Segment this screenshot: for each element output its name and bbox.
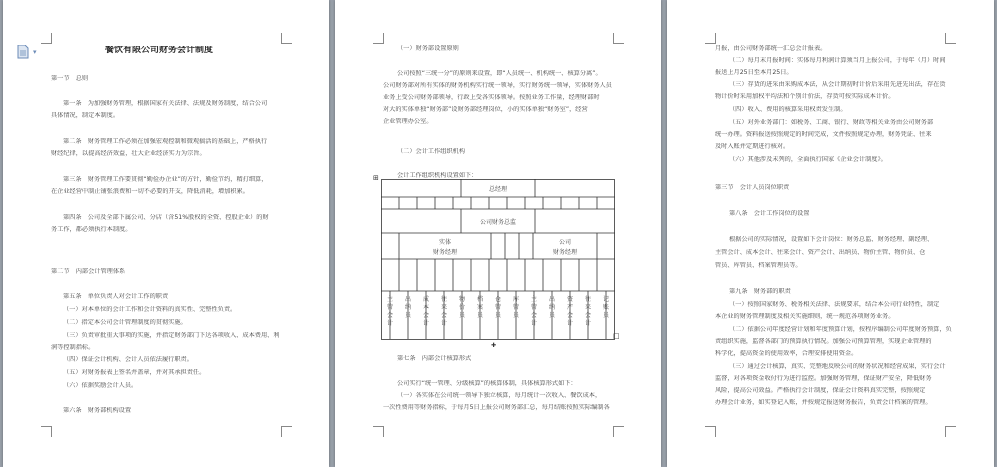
list-item: 办理会计业务，如实登记入账，并按规定报送财务报告，负责会计档案的管理。	[715, 399, 932, 406]
crop-mark	[41, 33, 52, 44]
chart-role-label: 出纳员	[548, 296, 556, 319]
list-item: 及时入账并定期进行核对。	[715, 143, 790, 150]
paragraph-line: 在企业经营中制止铺张浪费和一切不必要的开支，降低消耗，增加积累。	[51, 188, 249, 195]
crop-mark	[281, 33, 292, 44]
section-heading: 第三节 会计人员岗位职责	[715, 184, 790, 191]
list-item: （一）按照国家财务、税务相关法律、法规要求，结合本公司行业特性，制定	[729, 301, 940, 308]
crop-mark	[41, 426, 52, 437]
crop-mark	[705, 426, 716, 437]
paragraph-line: （一）各实体在公司统一领导下独立核算，每月统计一次收入、餐饮成本，	[397, 392, 602, 399]
section-heading: 第二节 内部会计管理体系	[51, 268, 126, 275]
chart-role-label: 成本会计	[422, 296, 430, 327]
paragraph-line: 务工作，都必须执行本制度。	[51, 226, 132, 233]
list-item: （六）依据奖励会计人员。	[63, 382, 138, 389]
sub-heading: （一）财务部设置原则	[397, 45, 459, 52]
paragraph-line: 公司财务部对所有实体的财务机构实行统一领导，实行财务统一领导，实体财务人员	[383, 82, 612, 89]
chart-role-label: 记账员	[602, 296, 610, 319]
list-item: （四）保证会计机构、会计人员依法履行职责。	[63, 356, 193, 363]
chart-role-label: 出纳员	[404, 296, 412, 319]
paragraph-line: 会计工作组织机构设置如下：	[397, 172, 478, 179]
paragraph-line: 一次性费用等财务指标，于每月5日上报公司财务部汇总，每月结账按照实际编制各	[383, 404, 610, 411]
chart-node-company: 公司	[558, 239, 572, 246]
chart-node-company-finance-manager: 财务经理	[552, 249, 578, 256]
document-title: 餐饮有限公司财务会计制度	[105, 46, 214, 54]
crop-mark	[613, 33, 624, 44]
dropdown-arrow-icon[interactable]: ▾	[33, 48, 37, 56]
paragraph-line: 根据公司的实际情况，设置如下会计岗位：财务总监、财务经理、副经理、	[729, 236, 934, 243]
list-item: 物计价时采用加权平均法和个别计价法，存货可按实际成本计价。	[715, 93, 895, 100]
list-item: （二）依据公司年度经营计划和年度预算计划，按程序编制公司年度财务预算，负	[729, 326, 952, 333]
table-add-row-icon[interactable]: ✚	[491, 342, 497, 349]
chart-role-label: 往来会计	[440, 296, 448, 327]
list-item: （一）对本单位的会计工作和会计资料的真实性、完整性负责。	[63, 306, 237, 313]
chart-role-label: 主管会计	[530, 296, 538, 327]
paragraph-line: 第三条 财务管理工作要贯彻“勤俭办企业”的方针，勤俭节约，精打细算，	[63, 176, 268, 183]
document-page-3	[667, 0, 994, 467]
list-item: （二）每月末月报时间：实体每月利润计算须当月上报公司，于每年（月）时间	[729, 57, 946, 64]
list-item: （三）负责审批重大事项的实施，并指定财务部门下达各项收入、成本费用、利	[63, 332, 280, 339]
list-item: 报送上月25日至本月25日。	[715, 69, 793, 76]
chart-node-cfo: 公司财务总监	[479, 219, 517, 226]
chart-role-label: 资产会计	[566, 296, 574, 327]
paragraph-line: 第四条 公司及全部下属公司、分店（含51%股权的全资、控股企业）的财	[63, 214, 269, 221]
chart-node-entity: 实体	[438, 239, 452, 246]
paragraph-line: 企业管理办公室。	[383, 118, 433, 125]
crop-mark	[373, 426, 384, 437]
crop-mark	[705, 33, 716, 44]
article-heading: 第七条 内部会计核算形式	[397, 355, 472, 362]
paragraph-line: 第二条 财务管理工作必须在加强宏观控制和微观搞活的基础上，严格执行	[63, 138, 268, 145]
article-heading: 第五条 单位负责人对会计工作的职责	[63, 293, 169, 300]
paragraph-line: 第一条 为加强财务管理，根据国家有关法律、法规及财务制度，结合公司	[63, 100, 268, 107]
paragraph-line: 主管会计、成本会计、往来会计、资产会计、出纳员、物价主管、物价员、仓	[715, 249, 926, 256]
document-icon[interactable]	[17, 45, 29, 59]
list-item: （五）对外业务部门：如税务、工商、银行、财政等相关业务由公司财务部	[729, 119, 934, 126]
chart-node-entity-finance-manager: 财务经理	[432, 249, 458, 256]
document-page-1	[3, 0, 329, 467]
chart-role-label: 主管会计	[386, 296, 394, 327]
chart-role-label: 往来会计	[584, 296, 592, 327]
article-heading: 第六条 财务部机构设置	[63, 407, 132, 414]
paragraph-line: 公司实行“统一管理、分级核算”的核算体制，具体核算形式如下：	[397, 380, 577, 387]
article-heading: 第九条 财务部的职责	[729, 288, 791, 295]
section-heading: 第一节 总则	[51, 75, 89, 82]
list-item: 统一办理。资料报送按照规定的时间完成，文件按照规定办理，财务凭证、往来	[715, 131, 932, 138]
chart-role-label: 库管员	[512, 296, 520, 319]
chart-role-label: 档案员	[476, 296, 484, 319]
paragraph-line: 业务上受公司财务部领导，行政上受各实体领导。按照业务工作量，经理财部时	[383, 94, 600, 101]
list-item: （五）对财务报表上签名并盖章，并对其承担责任。	[63, 369, 206, 376]
list-item: （三）存货的进采由采购成本法，从会计期初时计价后采用先进先出法，存在货	[729, 81, 946, 88]
list-item: 科学化，提高资金的使用效率，合理安排使用资金。	[715, 350, 858, 357]
list-item: 润等控制指标。	[51, 344, 95, 351]
list-item: （六）其他涉及未列的，全面执行国家《企业会计制度》。	[729, 156, 887, 163]
paragraph-line: 月报，由公司财务部统一汇总会计报表。	[715, 45, 827, 52]
sub-heading: （二）会计工作组织机构	[397, 148, 466, 155]
list-item: 责组织实施，监督各部门的预算执行情况。加强公司预算管理，实现企业管理的	[715, 338, 932, 345]
article-heading: 第八条 会计工作岗位的设置	[729, 210, 810, 217]
list-item: 风险，提高公司效益。严格执行会计制度，保证会计资料真实完整，按照规定	[715, 387, 926, 394]
paragraph-line: 管员、库管员、档案管理员等。	[715, 262, 802, 269]
crop-mark	[945, 33, 956, 44]
crop-mark	[945, 426, 956, 437]
paragraph-line: 对大的实体单独“财务部”设财务部经理岗位，小的实体单独“财务室”，经营	[383, 106, 588, 113]
paragraph-line: 财经纪律，以提高经济效益，壮大企业经济实力为宗旨。	[51, 150, 206, 157]
list-item: （三）通过会计核算，真实、完整地反映公司的财务状况和经营成果，实行会计	[729, 363, 946, 370]
paragraph-line: 公司按照“三统一分”的原则来设置，即“人员统一、机构统一、核算分离”。	[397, 70, 602, 77]
crop-mark	[613, 426, 624, 437]
table-move-handle-icon[interactable]: ⊞	[373, 174, 379, 182]
list-item: 监督，对各项资金收付行为进行监控。加强财务管理，保证财产安全，降低财务	[715, 375, 932, 382]
list-item: （二）指定本公司会计管理制度的贯彻实施。	[63, 319, 187, 326]
document-page-2	[335, 0, 661, 467]
org-chart-table	[381, 179, 615, 341]
crop-mark	[373, 33, 384, 44]
chart-node-general-manager: 总经理	[488, 186, 508, 193]
table-resize-handle-icon[interactable]: □	[613, 332, 620, 340]
chart-role-label: 物价员	[458, 296, 466, 319]
chart-role-label: 仓管员	[494, 296, 502, 319]
list-item: （四）收入、费用的核算采用权责发生制。	[729, 106, 847, 113]
paragraph-line: 具体情况，制定本制度。	[51, 112, 120, 119]
crop-mark	[281, 426, 292, 437]
list-item: 本企业的财务管理制度及相关实施细则，统一规范各项财务业务。	[715, 313, 895, 320]
